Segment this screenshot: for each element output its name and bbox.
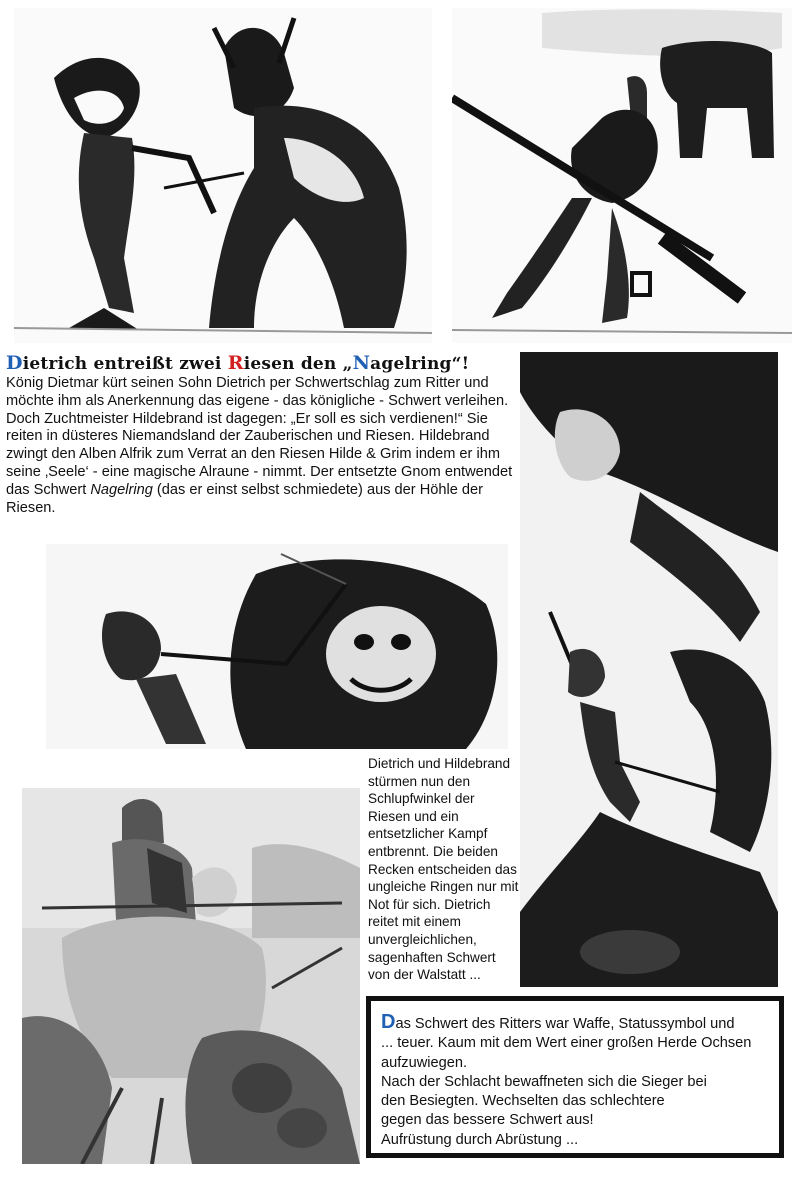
title-initial-d: D [6,352,23,374]
panel-knight-and-giant [520,352,778,987]
box-line-5: den Besiegten. Wechselten das schlechtere [381,1093,665,1110]
intro-sword-name: Nagelring [90,481,153,498]
title-text-1: ietrich entreißt zwei [22,354,228,374]
sword-info-box [366,996,784,1158]
panel-knight-battle-illustration [22,788,360,1164]
intro-paragraph [6,375,518,517]
gnom-with-sword-drawing [452,8,792,343]
box-line-7: Aufrüstung durch Abrüstung ... [381,1131,579,1148]
giant-face-drawing [46,544,508,749]
title-text-3: agelring“! [370,354,470,374]
intro-text-before: König Dietmar kürt seinen Sohn Dietrich per Schwertschlag zum Ritter und möchte ihm als Anerkennung das eigene - das königliche - Schwert verleihen. Doch Zuchtmeister Hildebrand ist dagegen: „Er soll es sich verdienen!“ Sie reiten in düsteres Niemandsland der Zauberischen und Riesen. Hildebrand zwingt den Alben Alfrik zum Verrat an den Riesen Hilde & Grim indem er ihm seine ‚Seele‘ - eine magische Alraune - nimmt. Der entsetzte Gnom entwendet das Schwert [6,375,513,498]
box-line-1-text: as Schwert des Ritters war Waffe, Statussymbol und [395,1016,735,1032]
panel-gnom-with-sword [452,8,792,343]
battle-column-text: Dietrich und Hildebrand stürmen nun den Schlupfwinkel der Riesen und ein entsetzlicher Kampf entbrennt. Die beiden Recken entscheiden das ungleiche Ringen nur mit Not für sich. Dietrich reitet mit einem unvergleichlichen, sagenhaften Schwert von der Walstatt ... [368,756,519,983]
gnom-vs-warrior-drawing [14,8,432,343]
panel-gnom-vs-warrior [14,8,432,343]
title-text-2: iesen den „ [243,354,353,374]
title-initial-n: N [352,352,371,374]
knight-and-giant-drawing [520,352,778,987]
box-line-4: Nach der Schlacht bewaffneten sich die Sieger bei [381,1073,707,1090]
knight-battle-drawing [22,788,360,1164]
story-title [6,352,516,374]
box-line-1 [381,1013,769,1034]
panel-giant-face-closeup [46,544,508,749]
box-line-3: aufzuwiegen. [381,1054,468,1071]
intro-text-after: (das er einst selbst schmiedete) aus der Höhle der Riesen. [6,481,483,516]
box-line-6: gegen das bessere Schwert aus! [381,1112,594,1129]
box-dropcap: D [381,1011,396,1033]
box-line-2: ... teuer. Kaum mit dem Wert einer großen Herde Ochsen [381,1035,752,1052]
title-initial-r: R [227,352,244,374]
